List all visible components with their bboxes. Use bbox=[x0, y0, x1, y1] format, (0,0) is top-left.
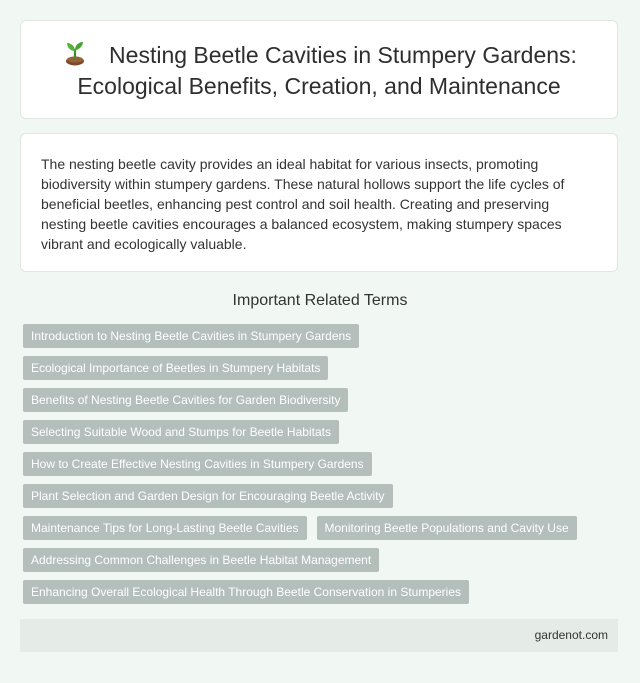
description-card bbox=[20, 133, 618, 272]
footer-site[interactable]: gardenot.com bbox=[534, 628, 608, 642]
related-term-tag[interactable]: Enhancing Overall Ecological Health Through Beetle Conservation in Stumperies bbox=[23, 580, 469, 604]
related-term-tag[interactable]: Plant Selection and Garden Design for Encouraging Beetle Activity bbox=[23, 484, 393, 508]
related-term-tag[interactable]: Benefits of Nesting Beetle Cavities for Garden Biodiversity bbox=[23, 388, 348, 412]
sprout-icon bbox=[61, 38, 89, 66]
footer bbox=[20, 619, 618, 652]
related-term-tag[interactable]: Addressing Common Challenges in Beetle Habitat Management bbox=[23, 548, 379, 572]
related-term-tag[interactable]: Ecological Importance of Beetles in Stumpery Habitats bbox=[23, 356, 328, 380]
related-term-tag[interactable]: How to Create Effective Nesting Cavities in Stumpery Gardens bbox=[23, 452, 372, 476]
page-title-text: Nesting Beetle Cavities in Stumpery Gardens: Ecological Benefits, Creation, and Maintenance bbox=[77, 41, 577, 99]
page-title bbox=[21, 38, 617, 102]
description-text: The nesting beetle cavity provides an ideal habitat for various insects, promoting biodiversity within stumpery gardens. These natural hollows support the life cycles of beneficial beetles, enhancing pest control and soil health. Creating and preserving nesting beetle cavities encourages a balanced ecosystem, making stumpery spaces vibrant and ecologically valuable. bbox=[41, 156, 565, 252]
related-term-tag[interactable]: Selecting Suitable Wood and Stumps for Beetle Habitats bbox=[23, 420, 339, 444]
related-terms-heading: Important Related Terms bbox=[232, 292, 408, 309]
related-term-tag[interactable]: Introduction to Nesting Beetle Cavities in Stumpery Gardens bbox=[23, 324, 359, 348]
related-terms-list bbox=[21, 324, 619, 604]
related-term-tag[interactable]: Maintenance Tips for Long-Lasting Beetle Cavities bbox=[23, 516, 307, 540]
related-term-tag[interactable]: Monitoring Beetle Populations and Cavity Use bbox=[317, 516, 577, 540]
title-card bbox=[20, 20, 618, 119]
